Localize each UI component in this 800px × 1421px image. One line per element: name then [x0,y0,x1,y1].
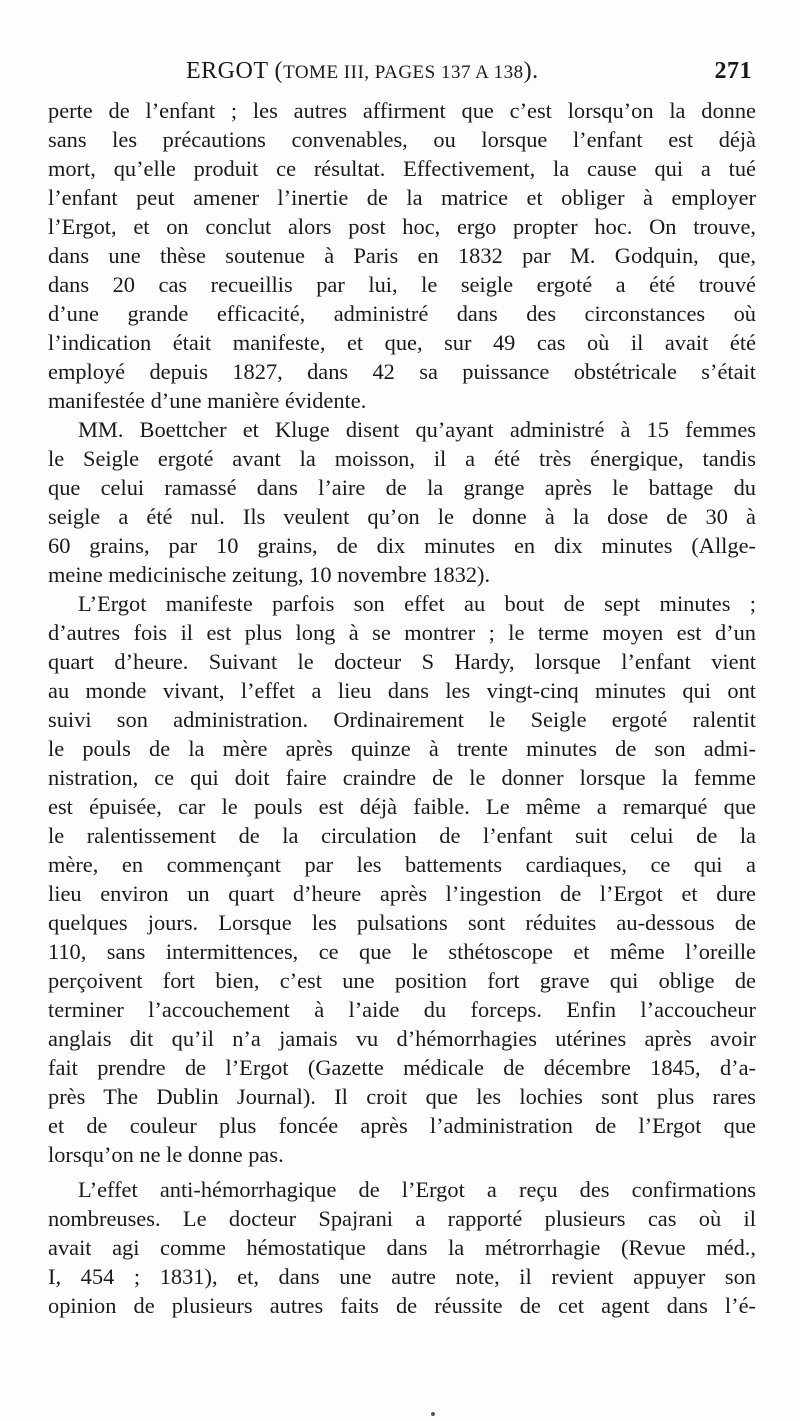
text-line: que celui ramassé dans l’aire de la grange après le battage du [48,475,756,500]
text-line: et de couleur plus foncée après l’administration de l’Ergot que [48,1113,756,1138]
text-line: dans 20 cas recueillis par lui, le seigle ergoté a été trouvé [48,272,756,297]
text-line: 110, sans intermittences, ce que le sthétoscope et même l’oreille [48,939,756,964]
text-line: lorsqu’on ne le donne pas. [48,1142,284,1167]
text-line: est épuisée, car le pouls est déjà faible. Le même a remarqué que [48,794,756,819]
text-line: meine medicinische zeitung, 10 novembre 1832). [48,562,491,587]
running-title [186,58,539,85]
text-line: employé depuis 1827, dans 42 sa puissance obstétricale s’était [48,359,756,384]
text-line: avait agi comme hémostatique dans la métrorrhagie (Revue méd., [48,1235,756,1260]
running-title-main: ERGOT ( [186,58,284,84]
text-line: terminer l’accouchement à l’aide du forceps. Enfin l’accoucheur [48,997,756,1022]
running-header [48,58,756,90]
text-line: lieu environ un quart d’heure après l’ingestion de l’Ergot et dure [48,881,756,906]
text-line: quelques jours. Lorsque les pulsations sont réduites au-dessous de [48,910,756,935]
text-line: mère, en commençant par les battements cardiaques, ce qui a [48,852,756,877]
text-line: opinion de plusieurs autres faits de réussite de cet agent dans l’é- [48,1293,756,1318]
text-line: fait prendre de l’Ergot (Gazette médicale de décembre 1845, d’a- [48,1055,756,1080]
text-line: MM. Boettcher et Kluge disent qu’ayant administré à 15 femmes [78,417,756,442]
text-line: nistration, ce qui doit faire craindre de le donner lorsque la femme [48,765,756,790]
text-line: L’Ergot manifeste parfois son effet au bout de sept minutes ; [78,591,756,616]
text-line: le ralentissement de la circulation de l’enfant suit celui de la [48,823,756,848]
page-number: 271 [714,58,752,84]
text-line: perte de l’enfant ; les autres affirment que c’est lorsqu’on la donne [48,98,756,123]
text-line: dans une thèse soutenue à Paris en 1832 par M. Godquin, que, [48,243,756,268]
text-line: quart d’heure. Suivant le docteur S Hardy, lorsque l’enfant vient [48,649,756,674]
printing-speck [431,1412,435,1416]
text-line: l’Ergot, et on conclut alors post hoc, ergo propter hoc. On trouve, [48,214,756,239]
text-line: d’autres fois il est plus long à se montrer ; le terme moyen est d’un [48,620,756,645]
text-line: suivi son administration. Ordinairement le Seigle ergoté ralentit [48,707,756,732]
running-title-smallcaps: TOME III, PAGES 137 A 138 [283,62,524,83]
text-line: L’effet anti-hémorrhagique de l’Ergot a reçu des confirmations [78,1177,756,1202]
text-line: le pouls de la mère après quinze à trente minutes de son admi- [48,736,756,761]
text-line: manifestée d’une manière évidente. [48,388,367,413]
text-line: l’indication était manifeste, et que, sur 49 cas où il avait été [48,330,756,355]
text-line: le Seigle ergoté avant la moisson, il a été très énergique, tandis [48,446,756,471]
running-title-end: ). [523,58,539,84]
text-line: perçoivent fort bien, c’est une position fort grave qui oblige de [48,968,756,993]
text-line: d’une grande efficacité, administré dans des circonstances où [48,301,756,326]
text-line: l’enfant peut amener l’inertie de la matrice et obliger à employer [48,185,756,210]
text-line: 60 grains, par 10 grains, de dix minutes en dix minutes (Allge- [48,533,756,558]
text-line: nombreuses. Le docteur Spajrani a rapporté plusieurs cas où il [48,1206,756,1231]
text-line: seigle a été nul. Ils veulent qu’on le donne à la dose de 30 à [48,504,756,529]
text-line: mort, qu’elle produit ce résultat. Effectivement, la cause qui a tué [48,156,756,181]
body-text [48,96,756,1320]
text-line: anglais dit qu’il n’a jamais vu d’hémorrhagies utérines après avoir [48,1026,756,1051]
text-line: au monde vivant, l’effet a lieu dans les vingt-cinq minutes qui ont [48,678,756,703]
text-line: sans les précautions convenables, ou lorsque l’enfant est déjà [48,127,756,152]
text-line: I, 454 ; 1831), et, dans une autre note, il revient appuyer son [48,1264,756,1289]
text-line: près The Dublin Journal). Il croit que les lochies sont plus rares [48,1084,756,1109]
